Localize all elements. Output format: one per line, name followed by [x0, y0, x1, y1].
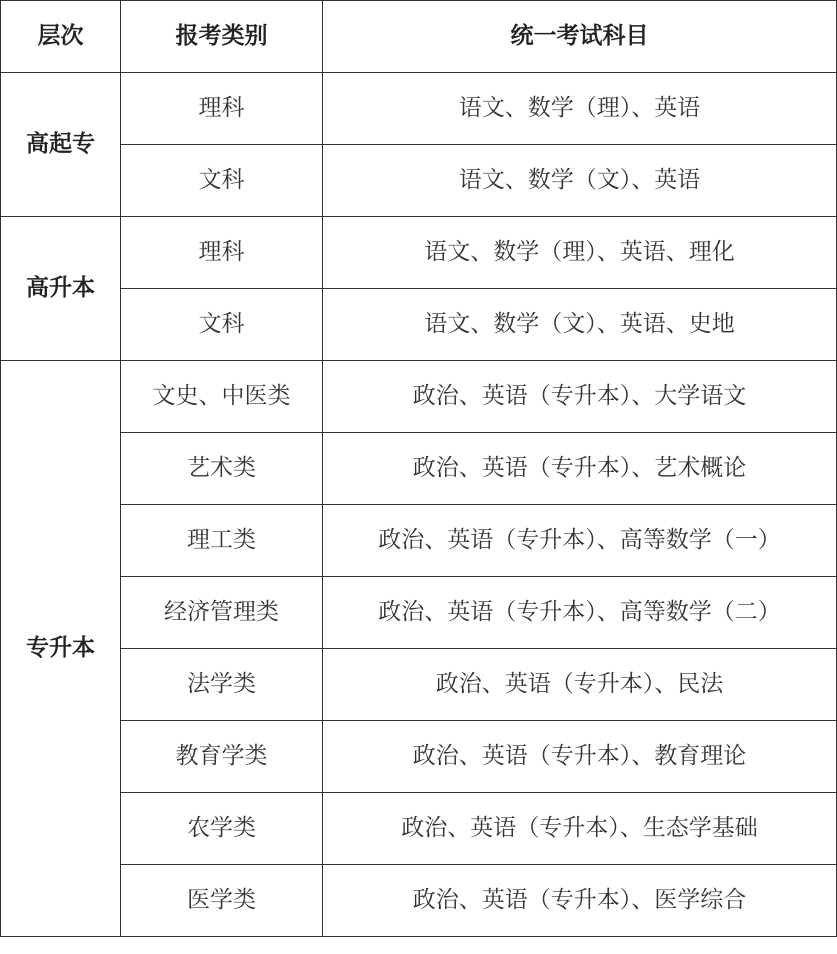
table-row — [1, 505, 837, 577]
subjects-cell: 政治、英语（专升本）、高等数学（二） — [323, 577, 837, 649]
table-row — [1, 289, 837, 361]
level-cell: 高升本 — [1, 217, 121, 361]
category-cell: 理工类 — [121, 505, 323, 577]
subjects-cell: 政治、英语（专升本）、艺术概论 — [323, 433, 837, 505]
table-row — [1, 577, 837, 649]
category-cell: 教育学类 — [121, 721, 323, 793]
category-cell: 医学类 — [121, 865, 323, 937]
table-row — [1, 73, 837, 145]
table-row — [1, 721, 837, 793]
level-cell: 高起专 — [1, 73, 121, 217]
subjects-cell: 政治、英语（专升本）、大学语文 — [323, 361, 837, 433]
header-category: 报考类别 — [121, 1, 323, 73]
subjects-cell: 政治、英语（专升本）、教育理论 — [323, 721, 837, 793]
category-cell: 文史、中医类 — [121, 361, 323, 433]
category-cell: 文科 — [121, 289, 323, 361]
subjects-cell: 政治、英语（专升本）、民法 — [323, 649, 837, 721]
subjects-cell: 语文、数学（理）、英语、理化 — [323, 217, 837, 289]
category-cell: 农学类 — [121, 793, 323, 865]
header-subjects: 统一考试科目 — [323, 1, 837, 73]
subjects-cell: 政治、英语（专升本）、医学综合 — [323, 865, 837, 937]
table-row — [1, 145, 837, 217]
category-cell: 理科 — [121, 73, 323, 145]
category-cell: 艺术类 — [121, 433, 323, 505]
category-cell: 法学类 — [121, 649, 323, 721]
subjects-cell: 语文、数学（文）、英语 — [323, 145, 837, 217]
header-level: 层次 — [1, 1, 121, 73]
level-cell: 专升本 — [1, 361, 121, 937]
table-row — [1, 793, 837, 865]
table-row — [1, 649, 837, 721]
category-cell: 经济管理类 — [121, 577, 323, 649]
subjects-cell: 语文、数学（文）、英语、史地 — [323, 289, 837, 361]
table-row — [1, 217, 837, 289]
category-cell: 文科 — [121, 145, 323, 217]
table-header-row — [1, 1, 837, 73]
subjects-cell: 政治、英语（专升本）、高等数学（一） — [323, 505, 837, 577]
subjects-cell: 语文、数学（理）、英语 — [323, 73, 837, 145]
table-row — [1, 361, 837, 433]
table-row — [1, 433, 837, 505]
category-cell: 理科 — [121, 217, 323, 289]
subjects-cell: 政治、英语（专升本）、生态学基础 — [323, 793, 837, 865]
table-row — [1, 865, 837, 937]
